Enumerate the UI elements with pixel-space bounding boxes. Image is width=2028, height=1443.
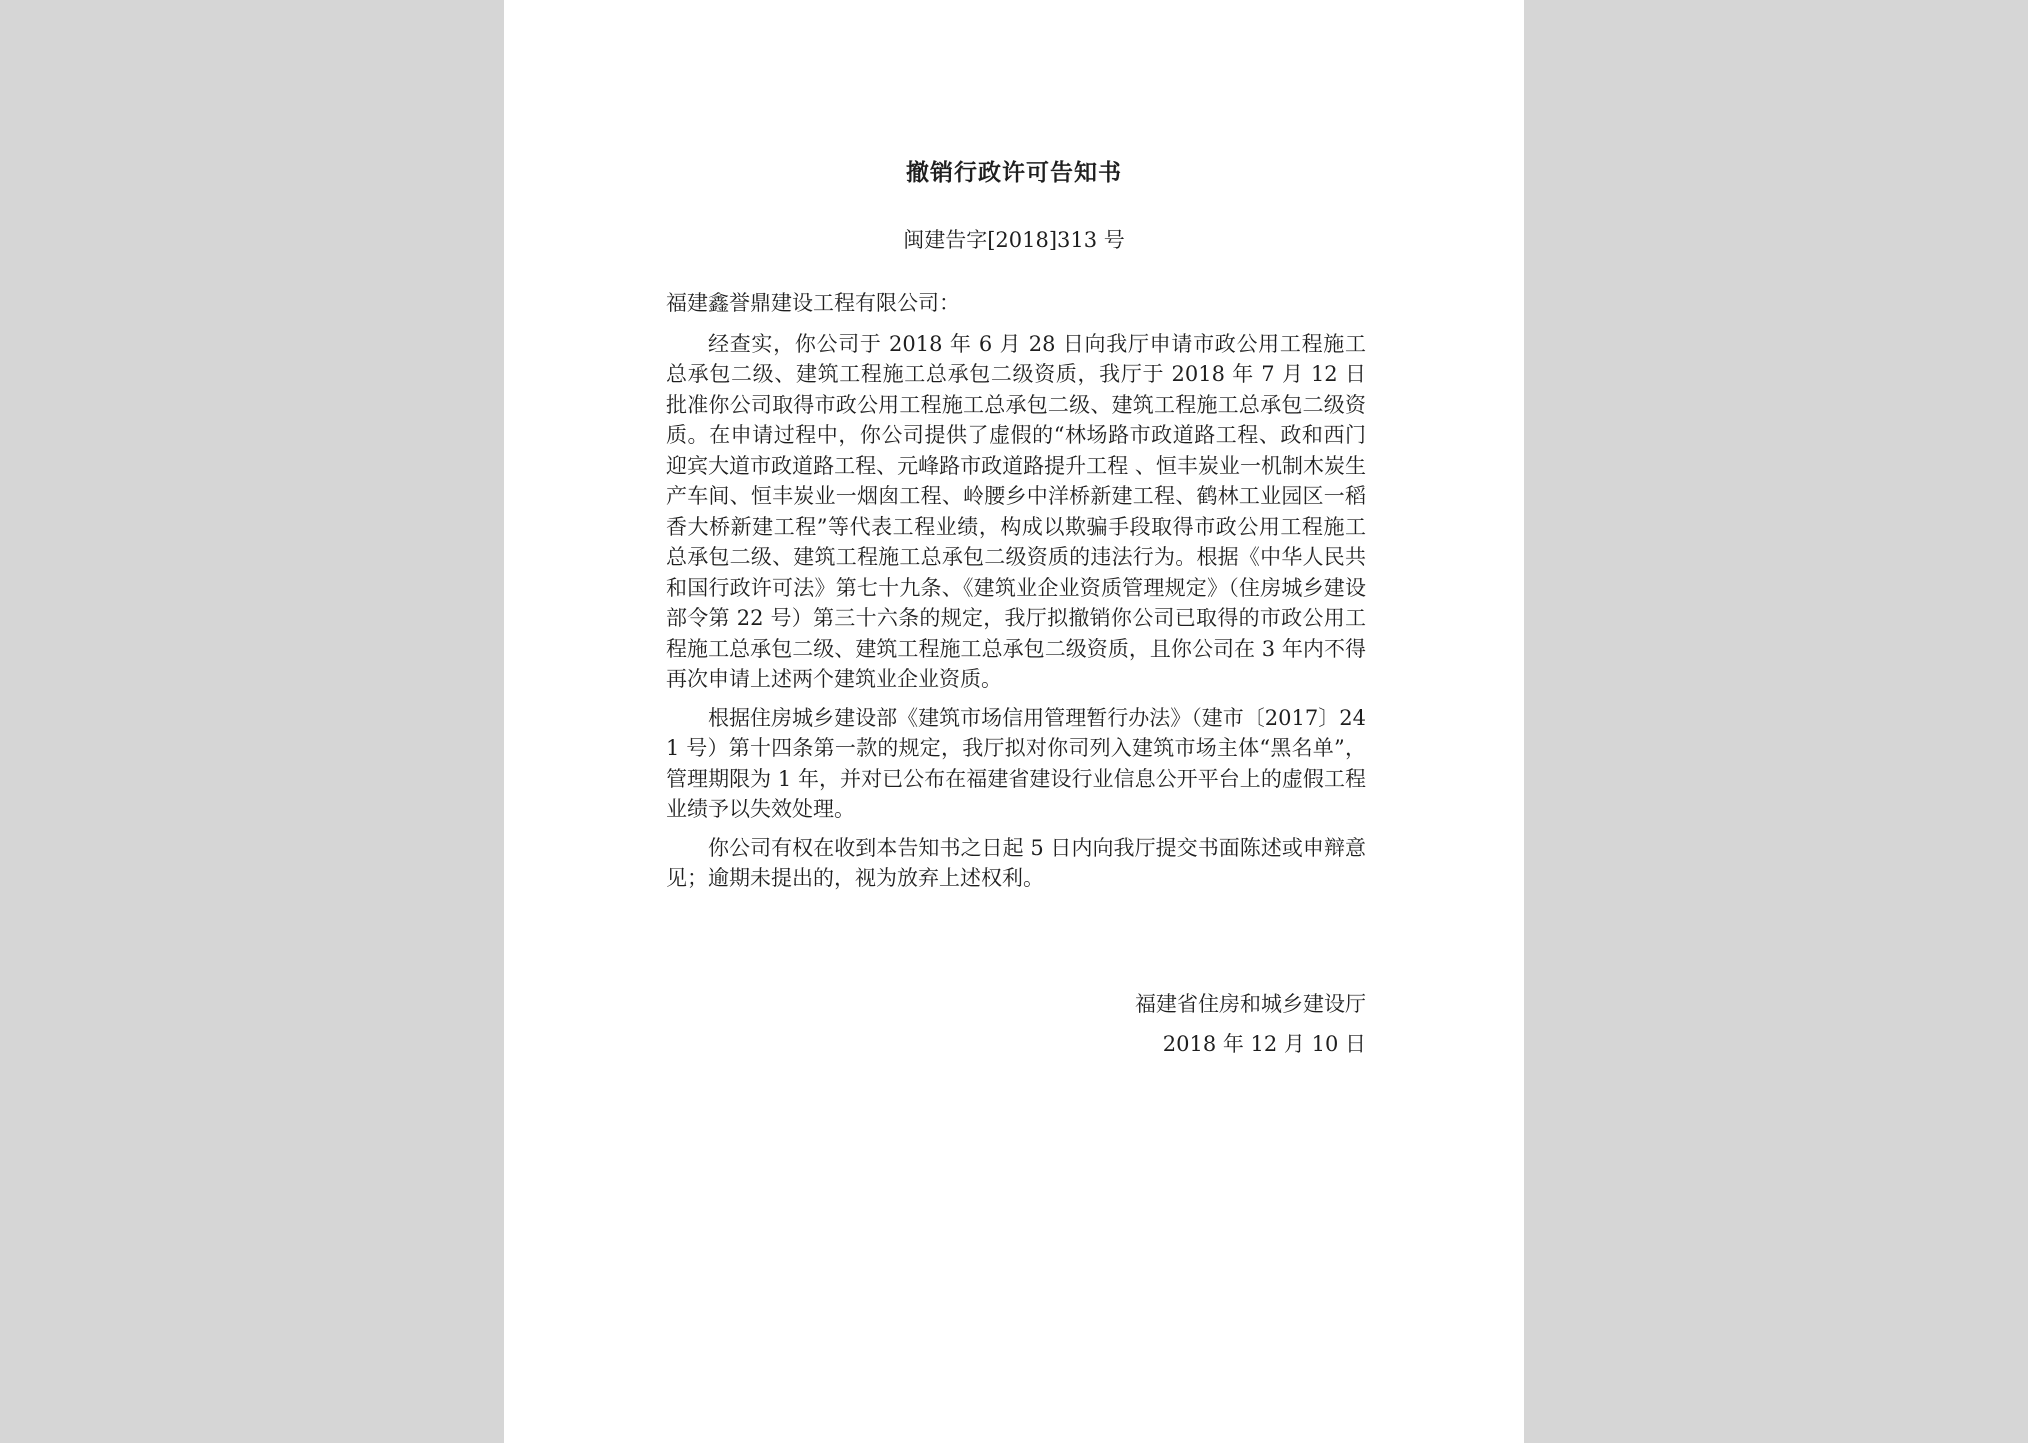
salutation: 福建鑫誉鼎建设工程有限公司： (666, 291, 960, 315)
document-page (504, 0, 1524, 1443)
paragraph-1: 经查实，你公司于 2018 年 6 月 28 日向我厅申请市政公用工程施工总承包二级、建筑工程施工总承包二级资质，我厅于 2018 年 7 月 12 日批准你公司取得市政公用工程施工总承包二级、建筑工程施工总承包二级资质。在申请过程中，你公司提供了虚假的“林场路市政道路工程、政和西门迎宾大道市政道路工程、元峰路市政道路提升工程 、恒丰炭业一机制木炭生产车间、恒丰炭业一烟囱工程、岭腰乡中洋桥新建工程、鹤林工业园区一稻香大桥新建工程”等代表工程业绩，构成以欺骗手段取得市政公用工程施工总承包二级、建筑工程施工总承包二级资质的违法行为。根据《中华人民共和国行政许可法》第七十九条、《建筑业企业资质管理规定》（住房城乡建设部令第 22 号）第三十六条的规定，我厅拟撤销你公司已取得的市政公用工程施工总承包二级、建筑工程施工总承包二级资质，且你公司在 3 年内不得再次申请上述两个建筑业企业资质。 (666, 331, 1366, 691)
signature-organization: 福建省住房和城乡建设厅 (1135, 992, 1366, 1016)
paragraph-2: 根据住房城乡建设部《建筑市场信用管理暂行办法》（建市〔2017〕241 号）第十四条第一款的规定，我厅拟对你司列入建筑市场主体“黑名单”，管理期限为 1 年，并对已公布在福建省建设行业信息公开平台上的虚假工程业绩予以失效处理。 (666, 705, 1366, 821)
document-body (666, 288, 1366, 902)
document-number: 闽建告字[2018]313 号 (903, 228, 1125, 252)
document-title: 撤销行政许可告知书 (906, 159, 1122, 186)
signature-date: 2018 年 12 月 10 日 (1162, 1032, 1366, 1056)
paragraph-3: 你公司有权在收到本告知书之日起 5 日内向我厅提交书面陈述或申辩意见；逾期未提出的，视为放弃上述权利。 (666, 835, 1366, 890)
